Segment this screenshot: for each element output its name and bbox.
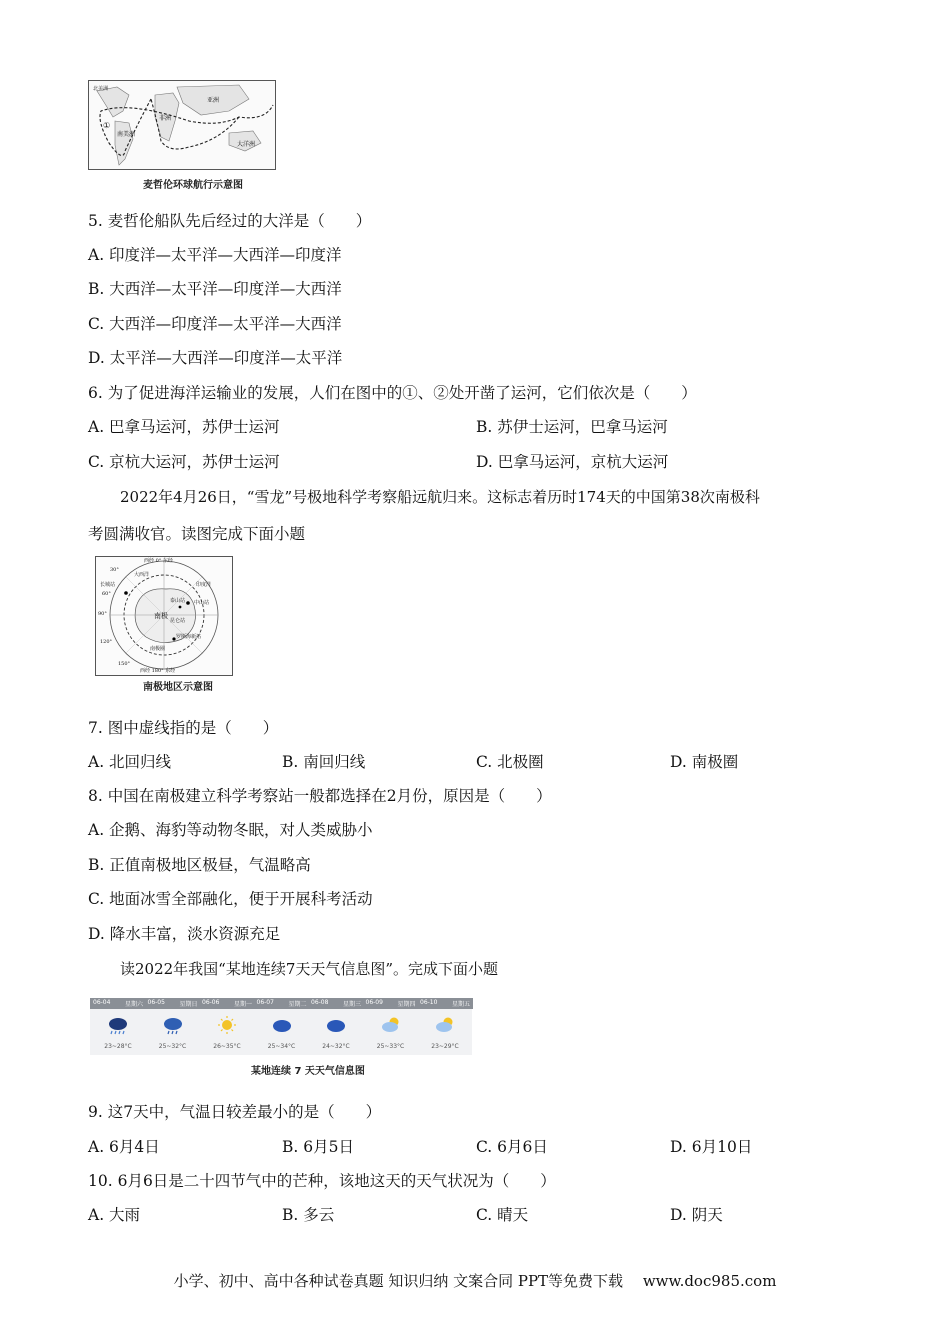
heavy-rain-icon [90,1015,146,1039]
weather-date: 06-10 [420,999,438,1006]
q5-option-d[interactable]: D. 太平洋—大西洋—印度洋—太平洋 [88,349,343,367]
q10-option-c[interactable]: C. 晴天 [476,1206,529,1224]
partly-cloudy-icon [417,1015,473,1039]
map-label-asia: 亚洲 [207,97,220,104]
q7-option-c[interactable]: C. 北极圈 [476,753,544,771]
q5-option-c[interactable]: C. 大西洋—印度洋—太平洋—大西洋 [88,315,342,333]
q9-stem: 9. 这7天中，气温日较差最小的是（ ） [88,1103,382,1121]
zhongshan-station-label: 中山站 [194,600,210,606]
intro-antarctic-line2: 考圆满收官。读图完成下面小题 [88,525,306,543]
q7-option-a[interactable]: A. 北回归线 [88,753,172,771]
weather-date: 06-09 [365,999,383,1006]
weather-weekday: 星期三 [342,1001,361,1008]
weather-temp-range: 25~32°C [158,1043,187,1050]
world-map-image [89,81,275,169]
weather-day-06-06 [199,998,255,1055]
magellan-map-figure [88,80,276,170]
weather-date: 06-08 [311,999,329,1006]
weather-day-06-08 [308,998,364,1055]
q10-stem: 10. 6月6日是二十四节气中的芒种，该地这天的天气状况为（ ） [88,1172,556,1190]
weather-temp-range: 24~32°C [322,1043,350,1050]
footer-banner: 小学、初中、高中各种试卷真题 知识归纳 文案合同 PPT等免费下载 www.doc985.com [173,1272,777,1290]
antarctic-map-caption: 南极地区示意图 [143,682,213,693]
weather-date: 06-07 [256,999,274,1006]
ross-sea-station-label: 罗斯海新站 [176,634,202,640]
weather-day-06-05 [145,998,201,1055]
weather-weekday: 星期六 [124,1001,143,1008]
q7-stem: 7. 图中虚线指的是（ ） [88,719,279,737]
antarctic-circle-label: 南极圈 [150,646,166,652]
great-wall-station-label: 长城站 [100,582,116,588]
south-pole-label: 南极 [154,612,168,620]
lat-label-30: 30° [110,567,119,573]
weather-temp-range: 23~28°C [104,1043,132,1050]
intro-antarctic-line1: 2022年4月26日，“雪龙”号极地科学考察船远航归来。这标志着历时174天的中国第38次南极科 [120,488,760,506]
weather-weekday: 星期日 [179,1001,198,1008]
weather-strip-figure [90,998,472,1055]
weather-date: 06-04 [93,999,111,1006]
q5-stem: 5. 麦哲伦船队先后经过的大洋是（ ） [88,212,372,230]
q7-option-d[interactable]: D. 南极圈 [670,753,739,771]
q9-option-b[interactable]: B. 6月5日 [282,1138,354,1156]
atlantic-label: 大西洋 [134,572,150,578]
q9-option-c[interactable]: C. 6月6日 [476,1138,548,1156]
taishan-station-label: 泰山站 [170,598,186,604]
map-label-north-america: 北美洲 [93,86,109,92]
weather-day-header [308,998,364,1009]
q10-option-a[interactable]: A. 大雨 [88,1206,141,1224]
weather-weekday: 星期四 [397,1001,416,1008]
antarctic-top-meridian: 西经 0° 东经 [144,558,173,564]
q9-option-d[interactable]: D. 6月10日 [670,1138,753,1156]
weather-weekday: 星期一 [233,1001,252,1008]
weather-temp-range: 23~29°C [431,1043,459,1050]
weather-day-06-04 [90,998,146,1055]
antarctic-map-figure [95,556,233,676]
q8-option-d[interactable]: D. 降水丰富，淡水资源充足 [88,925,281,943]
q5-option-b[interactable]: B. 大西洋—太平洋—印度洋—大西洋 [88,280,342,298]
magellan-map-caption: 麦哲伦环球航行示意图 [143,180,243,191]
kunlun-station-label: 昆仑站 [170,618,186,624]
weather-day-06-10 [417,998,473,1055]
map-label-south-america: 南美洲 [117,131,136,138]
q8-option-c[interactable]: C. 地面冰雪全部融化，便于开展科考活动 [88,890,373,908]
antarctic-bottom-meridian: 西经 180° 东经 [140,668,176,674]
lon-label-150: 150° [118,661,131,667]
weather-day-06-07 [254,998,310,1055]
q6-option-b[interactable]: B. 苏伊士运河，巴拿马运河 [476,418,668,436]
q6-option-c[interactable]: C. 京杭大运河，苏伊士运河 [88,453,280,471]
overcast-icon [254,1015,310,1039]
intro-weather: 读2022年我国“某地连续7天天气信息图”。完成下面小题 [120,960,499,978]
lon-label-90: 90° [98,611,107,617]
q9-option-a[interactable]: A. 6月4日 [88,1138,160,1156]
weather-day-header [363,998,419,1009]
weather-day-header [90,998,146,1009]
q10-option-d[interactable]: D. 阴天 [670,1206,723,1224]
indian-ocean-label: 印度洋 [196,582,212,588]
q10-option-b[interactable]: B. 多云 [282,1206,335,1224]
q8-option-b[interactable]: B. 正值南极地区极昼，气温略高 [88,856,311,874]
map-label-oceania: 大洋洲 [237,141,256,148]
partly-cloudy-icon [363,1015,419,1039]
weather-weekday: 星期二 [288,1001,307,1008]
map-label-marker-1: ① [103,121,111,130]
overcast-icon [308,1015,364,1039]
weather-caption: 某地连续 7 天天气信息图 [251,1066,365,1077]
weather-day-header [199,998,255,1009]
q8-option-a[interactable]: A. 企鹅、海豹等动物冬眠，对人类威胁小 [88,821,373,839]
q5-option-a[interactable]: A. 印度洋—太平洋—大西洋—印度洋 [88,246,342,264]
lat-label-60: 60° [102,591,111,597]
q6-stem: 6. 为了促进海洋运输业的发展，人们在图中的①、②处开凿了运河，它们依次是（ ） [88,384,697,402]
weather-day-header [254,998,310,1009]
weather-date: 06-05 [147,999,165,1006]
map-label-africa: 非洲 [159,115,172,122]
lon-label-120: 120° [100,639,113,645]
sun-icon [199,1015,255,1039]
weather-temp-range: 25~33°C [376,1043,405,1050]
weather-temp-range: 25~34°C [267,1043,296,1050]
q6-option-d[interactable]: D. 巴拿马运河，京杭大运河 [476,453,669,471]
weather-day-header [145,998,201,1009]
q8-stem: 8. 中国在南极建立科学考察站一般都选择在2月份，原因是（ ） [88,787,552,805]
weather-day-06-09 [363,998,419,1055]
q7-option-b[interactable]: B. 南回归线 [282,753,366,771]
weather-temp-range: 26~35°C [213,1043,241,1050]
weather-weekday: 星期五 [451,1001,470,1008]
rain-icon [145,1015,201,1039]
weather-date: 06-06 [202,999,220,1006]
weather-day-header [417,998,473,1009]
q6-option-a[interactable]: A. 巴拿马运河，苏伊士运河 [88,418,280,436]
